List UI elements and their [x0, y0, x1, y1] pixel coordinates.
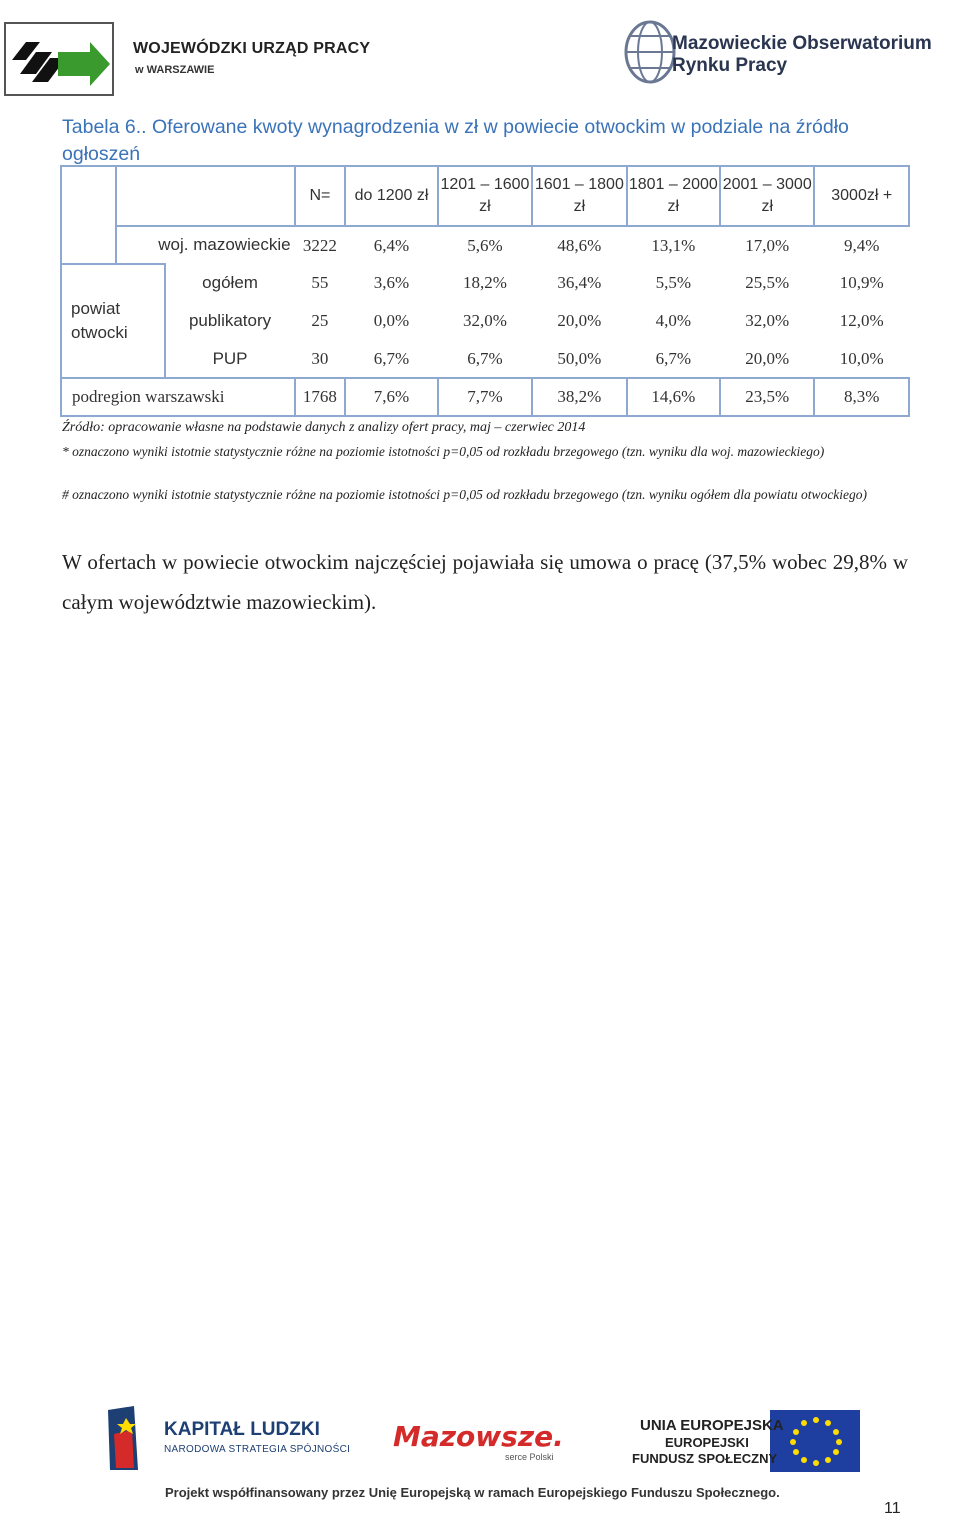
row-label: woj. mazowieckie	[158, 235, 291, 254]
eu-fund-line2: FUNDUSZ SPOŁECZNY	[632, 1451, 778, 1466]
table-cell: 10,0%	[839, 348, 884, 368]
blank-header-cell	[116, 166, 295, 226]
page-number: 11	[884, 1500, 901, 1517]
row-n: 30	[311, 348, 329, 368]
mazowsze-logo: Mazowsze.	[393, 1420, 564, 1453]
table-cell: 12,0%	[839, 311, 884, 330]
table-cell: 48,6%	[557, 235, 602, 255]
col-header-n: N=	[295, 166, 346, 226]
table-cell: 13,1%	[651, 235, 696, 255]
table-cell: 32,0%	[462, 311, 507, 330]
table-cell: 5,5%	[655, 273, 692, 292]
kapital-ludzki-logo-icon	[104, 1404, 148, 1472]
table-cell: 5,6%	[467, 235, 503, 255]
table-cell: 0,0%	[373, 311, 410, 330]
mazowsze-tagline: serce Polski	[505, 1452, 554, 1462]
table-cell: 20,0%	[745, 348, 790, 368]
table-cell: 4,0%	[655, 311, 692, 330]
table-title: Tabela 6.. Oferowane kwoty wynagrodzenia w zł w powiecie otwockim w podziale na źródło ogłoszeń	[62, 116, 849, 165]
table-cell: 17,0%	[745, 235, 790, 255]
row-n: 1768	[295, 378, 346, 416]
table-cell: 38,2%	[532, 378, 626, 416]
eu-title: UNIA EUROPEJSKA	[640, 1417, 784, 1434]
table-row-subregion	[61, 378, 909, 416]
col-header-2: 1201 – 1600 zł	[438, 166, 532, 226]
col-header-3: 1601 – 1800 zł	[532, 166, 626, 226]
table-row-powiat-total	[61, 264, 909, 302]
source-note: Źródło: opracowanie własne na podstawie danych z analizy ofert pracy, maj – czerwiec 2014	[62, 420, 586, 435]
table-cell: 36,4%	[557, 273, 602, 292]
kapital-ludzki-subtitle: NARODOWA STRATEGIA SPÓJNOŚCI	[164, 1444, 351, 1455]
row-label: PUP	[212, 348, 248, 368]
row-label: podregion warszawski	[61, 378, 295, 416]
header-row	[61, 166, 909, 226]
wup-logo-icon	[6, 24, 112, 94]
row-label: publikatory	[188, 311, 272, 330]
col-header-1: do 1200 zł	[345, 166, 437, 226]
table-row-powiat-pup	[61, 340, 909, 378]
row-n: 3222	[302, 235, 337, 255]
table-cell: 10,9%	[839, 273, 884, 292]
table-cell: 6,7%	[373, 348, 410, 368]
table-cell: 18,2%	[462, 273, 507, 292]
table-cell: 7,6%	[345, 378, 437, 416]
table-cell: 25,5%	[745, 273, 790, 292]
table-cell: 20,0%	[557, 311, 602, 330]
table-cell: 6,4%	[373, 235, 410, 255]
table-cell: 6,7%	[655, 348, 692, 368]
salary-table	[60, 165, 910, 417]
table-cell: 32,0%	[745, 311, 790, 330]
table-row-powiat-media	[61, 302, 909, 340]
table-cell: 50,0%	[557, 348, 602, 368]
mor-name-line2: Rynku Pracy	[672, 55, 788, 76]
table-cell: 6,7%	[467, 348, 503, 368]
table-cell: 7,7%	[438, 378, 532, 416]
mor-name-line1: Mazowieckie Obserwatorium	[672, 33, 932, 54]
col-header-6: 3000zł +	[814, 166, 909, 226]
body-paragraph: W ofertach w powiecie otwockim najczęściej pojawiała się umowa o pracę (37,5% wobec 29,8% w całym województwie mazowieckim).	[62, 550, 908, 614]
col-header-5: 2001 – 3000 zł	[720, 166, 814, 226]
wup-name: WOJEWÓDZKI URZĄD PRACY	[133, 40, 371, 57]
table-cell: 14,6%	[627, 378, 720, 416]
corner-cell	[61, 166, 116, 264]
row-label: ogółem	[202, 273, 258, 292]
eu-fund-line1: EUROPEJSKI	[665, 1435, 749, 1450]
col-header-4: 1801 – 2000 zł	[627, 166, 720, 226]
row-n: 55	[311, 273, 329, 292]
star-note: * oznaczono wyniki istotnie statystycznie różne na poziomie istotności p=0,05 od rozkładu brzegowego (tzn. wyniku dla woj. mazowieckiego)	[62, 444, 825, 459]
hash-note: # oznaczono wyniki istotnie statystycznie różne na poziomie istotności p=0,05 od rozkładu brzegowego (tzn. wyniku ogółem dla powiatu otwockiego)	[62, 487, 868, 502]
table-cell: 3,6%	[373, 273, 410, 292]
table-row-voivodeship	[61, 226, 909, 264]
powiat-label: powiat otwocki	[61, 264, 165, 378]
mor-globe-icon	[620, 10, 680, 90]
table-cell: 9,4%	[844, 235, 880, 255]
table-cell: 8,3%	[814, 378, 909, 416]
cofinancing-note: Projekt współfinansowany przez Unię Europejską w ramach Europejskiego Funduszu Społecznego.	[165, 1485, 780, 1500]
wup-logo	[4, 22, 114, 96]
table-cell: 23,5%	[720, 378, 814, 416]
wup-city: w WARSZAWIE	[135, 64, 215, 76]
kapital-ludzki-title: KAPITAŁ LUDZKI	[164, 1419, 320, 1440]
row-n: 25	[311, 311, 329, 330]
